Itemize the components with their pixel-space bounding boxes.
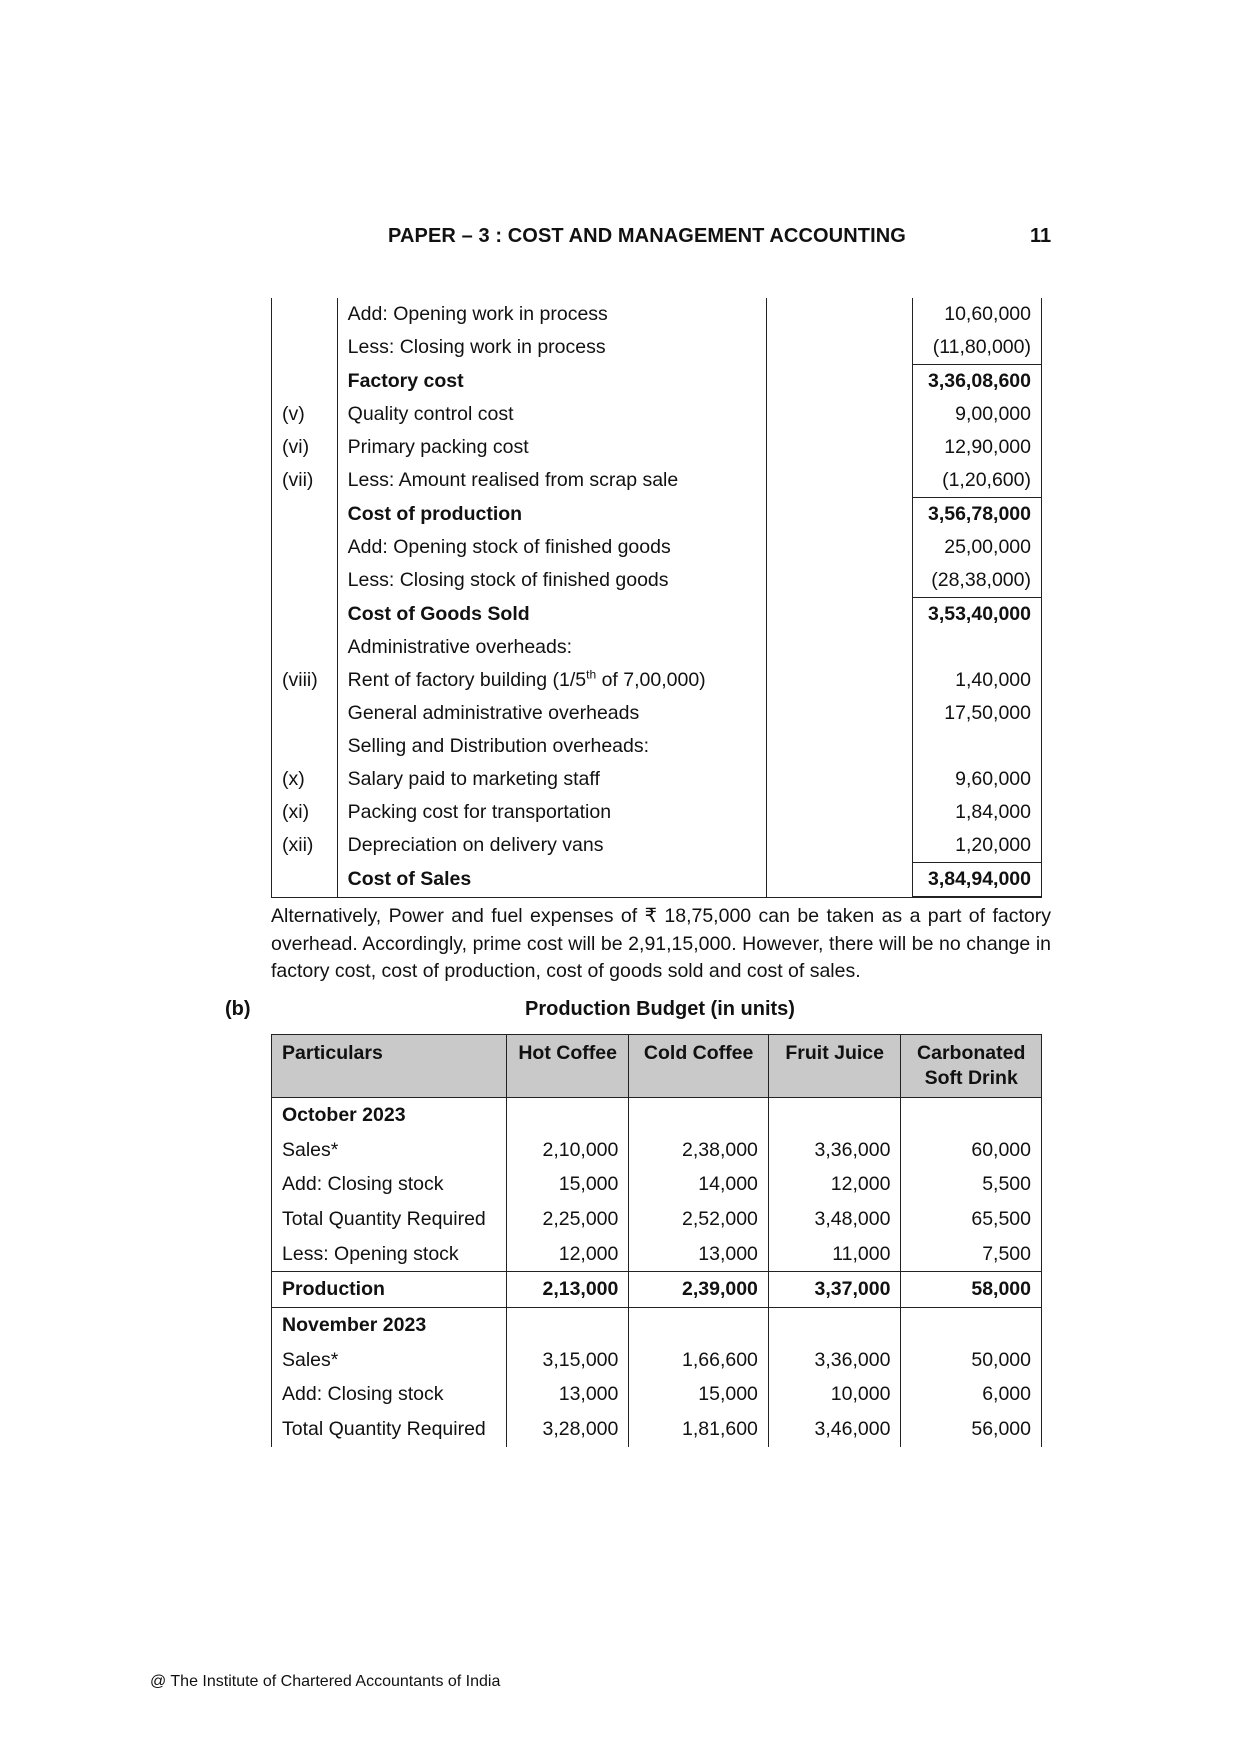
budget-row (272, 1378, 1042, 1413)
cost-row-number: (v) (272, 398, 338, 431)
cost-row-blank (767, 863, 913, 898)
budget-cell: 5,500 (901, 1167, 1042, 1202)
budget-row-label: November 2023 (272, 1308, 507, 1343)
budget-row-label: October 2023 (272, 1098, 507, 1133)
cost-row-label: Packing cost for transportation (337, 796, 766, 829)
cost-row-blank (767, 697, 913, 730)
cost-row-number: (vii) (272, 464, 338, 498)
cost-row (272, 398, 1042, 431)
alternative-note: Alternatively, Power and fuel expenses of ₹ 18,75,000 can be taken as a part of factory overhead. Accordingly, prime cost will be 2,91,15,000. However, there will be no change in factory cost, cost of production, cost of goods sold and cost of sales. (271, 905, 1051, 982)
cost-row-number (272, 564, 338, 598)
budget-cell: 50,000 (901, 1343, 1042, 1378)
budget-cell: 3,15,000 (506, 1343, 628, 1378)
cost-row-number (272, 331, 338, 365)
cost-row-blank (767, 796, 913, 829)
cost-row (272, 564, 1042, 598)
page-header-title: PAPER – 3 : COST AND MANAGEMENT ACCOUNTING (388, 225, 906, 247)
budget-cell (506, 1308, 628, 1343)
budget-row (272, 1202, 1042, 1237)
cost-row-blank (767, 763, 913, 796)
budget-row (272, 1167, 1042, 1202)
budget-cell: 13,000 (506, 1378, 628, 1413)
cost-row-number (272, 298, 338, 331)
cost-row-label: Cost of Goods Sold (337, 598, 766, 632)
cost-row-blank (767, 398, 913, 431)
cost-row-blank (767, 829, 913, 863)
budget-cell (768, 1308, 901, 1343)
budget-row (272, 1237, 1042, 1272)
cost-row-label: Salary paid to marketing staff (337, 763, 766, 796)
budget-cell: 56,000 (901, 1412, 1042, 1447)
budget-cell (506, 1098, 628, 1133)
cost-row-label-text: of 7,00,000) (596, 669, 706, 691)
cost-row (272, 763, 1042, 796)
budget-cell: 3,36,000 (768, 1343, 901, 1378)
production-budget-title: Production Budget (in units) (525, 998, 795, 1020)
cost-row-number: (vi) (272, 431, 338, 464)
cost-row-label: Administrative overheads: (337, 631, 766, 664)
cost-row-label: Primary packing cost (337, 431, 766, 464)
cost-row-amount: 9,00,000 (912, 398, 1041, 431)
budget-cell: 3,48,000 (768, 1202, 901, 1237)
cost-row-amount: (11,80,000) (912, 331, 1041, 365)
budget-cell (901, 1308, 1042, 1343)
budget-row-label: Total Quantity Required (272, 1202, 507, 1237)
budget-row-label: Add: Closing stock (272, 1167, 507, 1202)
cost-row-blank (767, 730, 913, 763)
budget-cell: 11,000 (768, 1237, 901, 1272)
budget-cell (901, 1098, 1042, 1133)
cost-row (272, 730, 1042, 763)
budget-cell: 60,000 (901, 1133, 1042, 1168)
cost-row-amount (912, 631, 1041, 664)
budget-row-label: Sales* (272, 1343, 507, 1378)
budget-cell: 2,52,000 (629, 1202, 769, 1237)
cost-row-label (337, 664, 766, 697)
budget-cell (629, 1308, 769, 1343)
cost-row-number: (viii) (272, 664, 338, 697)
cost-row-blank (767, 431, 913, 464)
cost-row (272, 464, 1042, 498)
budget-month-row (272, 1098, 1042, 1133)
cost-row-number (272, 697, 338, 730)
header-fruit-juice: Fruit Juice (768, 1035, 901, 1098)
budget-cell: 12,000 (506, 1237, 628, 1272)
budget-row (272, 1133, 1042, 1168)
budget-cell (768, 1098, 901, 1133)
cost-row-number (272, 598, 338, 632)
cost-row-amount: 10,60,000 (912, 298, 1041, 331)
budget-row (272, 1412, 1042, 1447)
cost-row-amount (912, 730, 1041, 763)
cost-row-blank (767, 298, 913, 331)
cost-row-label: Selling and Distribution overheads: (337, 730, 766, 763)
cost-row (272, 796, 1042, 829)
cost-row-number (272, 498, 338, 532)
cost-row-blank (767, 464, 913, 498)
budget-row-label: Production (272, 1272, 507, 1308)
cost-row (272, 498, 1042, 532)
budget-cell: 2,13,000 (506, 1272, 628, 1308)
budget-row-label: Add: Closing stock (272, 1378, 507, 1413)
budget-cell: 65,500 (901, 1202, 1042, 1237)
cost-row-number (272, 730, 338, 763)
cost-row-amount: 3,56,78,000 (912, 498, 1041, 532)
budget-cell: 12,000 (768, 1167, 901, 1202)
budget-row (272, 1343, 1042, 1378)
cost-row (272, 631, 1042, 664)
cost-row-number (272, 531, 338, 564)
cost-row-label: Quality control cost (337, 398, 766, 431)
cost-row-number: (xi) (272, 796, 338, 829)
cost-row-amount: 1,20,000 (912, 829, 1041, 863)
cost-row-blank (767, 598, 913, 632)
cost-row-amount: 1,84,000 (912, 796, 1041, 829)
cost-row-label: Less: Closing work in process (337, 331, 766, 365)
cost-row-amount: (28,38,000) (912, 564, 1041, 598)
budget-row-label: Total Quantity Required (272, 1412, 507, 1447)
cost-row-label: Cost of Sales (337, 863, 766, 898)
header-carbonated-soft-drink: Carbonated Soft Drink (901, 1035, 1042, 1098)
budget-cell: 14,000 (629, 1167, 769, 1202)
header-cold-coffee: Cold Coffee (629, 1035, 769, 1098)
budget-cell: 15,000 (629, 1378, 769, 1413)
budget-cell: 3,36,000 (768, 1133, 901, 1168)
cost-row-number (272, 863, 338, 898)
cost-row-amount: 3,53,40,000 (912, 598, 1041, 632)
cost-row-amount: 12,90,000 (912, 431, 1041, 464)
cost-row (272, 331, 1042, 365)
cost-row-blank (767, 331, 913, 365)
budget-cell: 6,000 (901, 1378, 1042, 1413)
cost-row-label: Cost of production (337, 498, 766, 532)
budget-cell: 2,25,000 (506, 1202, 628, 1237)
cost-row (272, 863, 1042, 898)
budget-cell: 3,28,000 (506, 1412, 628, 1447)
budget-cell: 3,46,000 (768, 1412, 901, 1447)
cost-row-amount: (1,20,600) (912, 464, 1041, 498)
cost-row (272, 431, 1042, 464)
budget-cell: 15,000 (506, 1167, 628, 1202)
budget-cell: 3,37,000 (768, 1272, 901, 1308)
cost-row-number (272, 631, 338, 664)
cost-row (272, 598, 1042, 632)
budget-cell: 13,000 (629, 1237, 769, 1272)
cost-row-blank (767, 564, 913, 598)
budget-header-row (272, 1035, 1042, 1098)
cost-row (272, 298, 1042, 331)
budget-total-row (272, 1272, 1042, 1308)
budget-row-label: Sales* (272, 1133, 507, 1168)
production-budget-table (271, 1034, 1042, 1447)
cost-row-number (272, 365, 338, 399)
cost-row (272, 365, 1042, 399)
budget-cell: 7,500 (901, 1237, 1042, 1272)
cost-row-label: Less: Closing stock of finished goods (337, 564, 766, 598)
cost-sheet-table (271, 298, 1042, 898)
budget-cell: 2,39,000 (629, 1272, 769, 1308)
cost-row-label: Add: Opening stock of finished goods (337, 531, 766, 564)
cost-row-label-text: Rent of factory building (1/5 (347, 669, 587, 691)
budget-cell (629, 1098, 769, 1133)
cost-row-label: Add: Opening work in process (337, 298, 766, 331)
cost-row (272, 829, 1042, 863)
cost-row-amount: 3,36,08,600 (912, 365, 1041, 399)
cost-row-label: General administrative overheads (337, 697, 766, 730)
cost-row-blank (767, 631, 913, 664)
cost-row (272, 531, 1042, 564)
cost-row-label: Depreciation on delivery vans (337, 829, 766, 863)
budget-cell: 1,81,600 (629, 1412, 769, 1447)
cost-row-number: (xii) (272, 829, 338, 863)
cost-row-amount: 9,60,000 (912, 763, 1041, 796)
cost-row-number: (x) (272, 763, 338, 796)
cost-row (272, 664, 1042, 697)
cost-row-label-superscript: th (586, 667, 597, 682)
part-b-label: (b) (225, 998, 251, 1020)
header-particulars: Particulars (272, 1035, 507, 1098)
page-number: 11 (1030, 225, 1052, 247)
budget-cell: 1,66,600 (629, 1343, 769, 1378)
budget-month-row (272, 1308, 1042, 1343)
budget-cell: 10,000 (768, 1378, 901, 1413)
cost-row (272, 697, 1042, 730)
budget-row-label: Less: Opening stock (272, 1237, 507, 1272)
cost-row-amount: 3,84,94,000 (912, 863, 1041, 898)
cost-row-label: Factory cost (337, 365, 766, 399)
budget-cell: 2,38,000 (629, 1133, 769, 1168)
cost-row-blank (767, 365, 913, 399)
budget-cell: 2,10,000 (506, 1133, 628, 1168)
cost-row-blank (767, 531, 913, 564)
cost-row-blank (767, 498, 913, 532)
cost-row-amount: 17,50,000 (912, 697, 1041, 730)
cost-row-blank (767, 664, 913, 697)
budget-cell: 58,000 (901, 1272, 1042, 1308)
cost-row-amount: 25,00,000 (912, 531, 1041, 564)
header-hot-coffee: Hot Coffee (506, 1035, 628, 1098)
cost-row-label: Less: Amount realised from scrap sale (337, 464, 766, 498)
cost-row-amount: 1,40,000 (912, 664, 1041, 697)
footer-copyright: @ The Institute of Chartered Accountants of India (150, 1673, 501, 1690)
